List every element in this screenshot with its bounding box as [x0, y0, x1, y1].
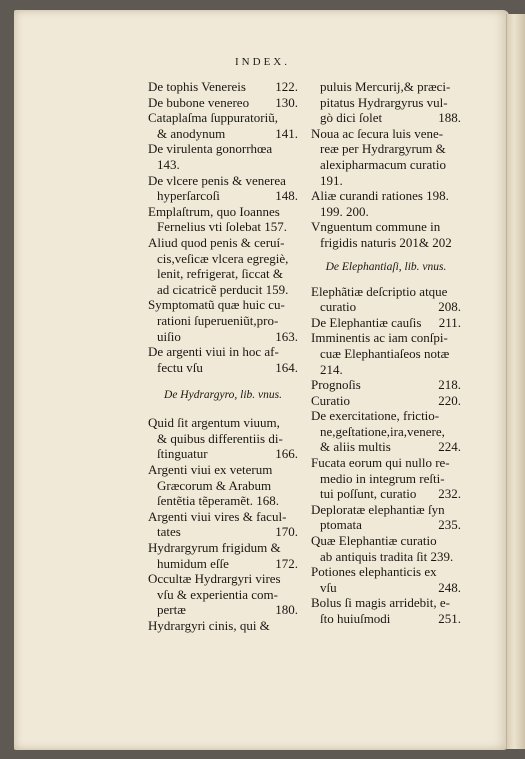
entry-page-number: 163.: [275, 328, 298, 344]
index-entry-line: [148, 282, 298, 298]
index-entry-line: [148, 446, 298, 462]
index-entry-line: [148, 219, 298, 235]
entry-text: alexipharmacum curatio: [320, 156, 446, 172]
index-entry-line: [311, 439, 461, 455]
entry-text: curatio: [320, 299, 357, 315]
entry-text: De exercitatione, frictio-: [311, 408, 440, 424]
entry-text: ſto huiuſmodi: [320, 611, 391, 626]
entry-text: De Elephantiæ cauſis: [311, 314, 422, 330]
index-entry-line: [311, 564, 461, 580]
entry-text: Prognoſis: [311, 377, 361, 393]
entry-text: & anodynum: [157, 125, 226, 141]
index-entry-line: [311, 188, 461, 204]
index-entry-line: [311, 408, 461, 424]
index-entry-line: [311, 141, 461, 157]
entry-page-number: 164.: [275, 359, 298, 375]
index-entry-line: [148, 329, 298, 345]
index-entry-line: [311, 284, 461, 300]
index-entry-line: [311, 95, 461, 111]
entry-text: & aliis multis: [320, 439, 391, 455]
entry-text: ſentẽtia tẽperamẽt. 168.: [157, 493, 280, 509]
index-entry-line: [148, 188, 298, 204]
index-entry-line: [311, 517, 461, 533]
index-entry-line: [311, 346, 461, 362]
entry-text: De bubone venereo: [148, 94, 250, 110]
index-entry-line: [148, 157, 298, 173]
index-entry-line: [148, 587, 298, 603]
index-entry-line: [311, 157, 461, 173]
entry-page-number: 170.: [275, 524, 298, 540]
index-entry-line: [311, 299, 461, 315]
entry-text: Elephãtiæ deſcriptio atque: [311, 283, 448, 299]
index-entry-line: [148, 141, 298, 157]
index-entry-line: [148, 618, 298, 634]
entry-text: Potiones elephanticis ex: [311, 564, 437, 580]
entry-text: ptomata: [320, 517, 362, 533]
entry-text: De tophis Venereis: [148, 79, 246, 94]
index-entry-line: [148, 235, 298, 251]
index-entry-line: [148, 204, 298, 220]
index-entry-line: [148, 509, 298, 525]
entry-page-number: 211.: [438, 314, 461, 330]
entry-text: Noua ac ſecura luis vene-: [311, 125, 444, 141]
entry-text: Occultæ Hydrargyri vires: [148, 571, 281, 587]
index-entry-line: [311, 173, 461, 189]
index-entry-line: [311, 424, 461, 440]
entry-page-number: 208.: [438, 299, 461, 315]
entry-page-number: 248.: [438, 579, 461, 595]
entry-text: reæ per Hydrargyrum &: [320, 141, 446, 157]
entry-text: medio in integrum reſti-: [320, 470, 445, 486]
section-heading: De Hydrargyro, lib. vnus.: [164, 389, 282, 402]
index-entry-line: [311, 595, 461, 611]
entry-text: cuæ Elephantiaſeos notæ: [320, 345, 450, 361]
entry-text: Aliæ curandi rationes 198.: [311, 188, 449, 204]
entry-text: pitatus Hydrargyrus vul-: [320, 94, 448, 110]
entry-text: Vnguentum commune in: [311, 219, 441, 235]
entry-page-number: 188.: [438, 110, 461, 126]
index-entry-line: [148, 493, 298, 509]
index-entry-line: [148, 431, 298, 447]
index-entry-line: [311, 471, 461, 487]
entry-text: fectu vſu: [157, 359, 203, 375]
entry-text: Fernelius vti ſolebat 157.: [157, 219, 287, 235]
index-entry-line: [148, 110, 298, 126]
index-entry-line: [148, 540, 298, 556]
index-entry-line: [311, 126, 461, 142]
entry-text: Quid ſit argentum viuum,: [148, 415, 280, 431]
entry-text: ad cicatricẽ perducit 159.: [157, 281, 289, 297]
entry-text: Symptomatũ quæ huic cu-: [148, 297, 285, 313]
index-entry-line: [148, 556, 298, 572]
entry-text: Fucata eorum qui nullo re-: [311, 455, 450, 471]
entry-text: hyperſarcoſi: [157, 188, 220, 204]
entry-text: pertæ: [157, 602, 186, 618]
entry-text: Imminentis ac iam conſpi-: [311, 330, 448, 346]
index-entry-line: [148, 360, 298, 376]
entry-text: gò dici ſolet: [320, 110, 383, 126]
entry-page-number: 141.: [275, 125, 298, 141]
entry-page-number: 224.: [438, 439, 461, 455]
entry-text: Curatio: [311, 392, 350, 408]
entry-text: puluis Mercurij,& præci-: [320, 79, 451, 94]
entry-text: Cataplaſma ſuppuratoriũ,: [148, 110, 278, 126]
index-entry-line: [311, 486, 461, 502]
entry-text: & quibus differentiis di-: [157, 430, 283, 446]
index-entry-line: [311, 362, 461, 378]
index-entry-line: [148, 344, 298, 360]
index-entry-line: [148, 462, 298, 478]
entry-text: Deploratæ elephantiæ ſyn: [311, 501, 445, 517]
entry-text: vſu: [320, 579, 337, 595]
entry-page-number: 232.: [438, 486, 461, 502]
page-stack-edge: [506, 14, 525, 749]
index-entry-line: [148, 266, 298, 282]
entry-page-number: 251.: [438, 611, 461, 626]
section-heading: De Elephantiaſi, lib. vnus.: [325, 260, 447, 273]
entry-page-number: 218.: [438, 377, 461, 393]
entry-text: humidum eſſe: [157, 555, 229, 571]
index-entry-line: [311, 502, 461, 518]
index-entry-line: [311, 235, 461, 251]
index-entry-line: [148, 126, 298, 142]
index-entry-line: [311, 315, 461, 331]
entry-text: vſu & experientia com-: [157, 586, 278, 602]
index-entry-line: [311, 549, 461, 565]
index-entry-line: [148, 478, 298, 494]
index-entry-line: [148, 79, 298, 95]
entry-text: Græcorum & Arabum: [157, 477, 272, 493]
entry-page-number: 220.: [438, 392, 461, 408]
entry-text: frigidis naturis 201& 202: [320, 234, 452, 250]
index-entry-line: [148, 415, 298, 431]
entry-page-number: 130.: [275, 94, 298, 110]
entry-page-number: 122.: [275, 79, 298, 94]
index-entry-line: [311, 330, 461, 346]
entry-text: Emplaſtrum, quo Ioannes: [148, 203, 280, 219]
index-entry-line: [148, 95, 298, 111]
entry-text: 191.: [320, 172, 343, 188]
entry-text: De virulenta gonorrhœa: [148, 141, 273, 157]
entry-text: lenit, refrigerat, ſiccat &: [157, 266, 283, 282]
index-entry-line: [311, 393, 461, 409]
index-entry-line: [148, 602, 298, 618]
index-entry-line: [311, 377, 461, 393]
entry-text: tui poſſunt, curatio: [320, 486, 417, 502]
entry-text: rationi ſuperueniũt,pro-: [157, 312, 279, 328]
entry-text: uiſio: [157, 328, 181, 344]
entry-text: cis,veſicæ vlcera egregiè,: [157, 250, 289, 266]
index-entry-line: [311, 533, 461, 549]
index-left-column: [148, 79, 298, 634]
entry-text: De vlcere penis & venerea: [148, 172, 286, 188]
index-entry-line: [311, 110, 461, 126]
index-entry-line: [311, 580, 461, 596]
entry-text: 143.: [157, 156, 180, 172]
index-entry-line: [311, 204, 461, 220]
index-entry-line: [148, 313, 298, 329]
entry-page-number: 166.: [275, 446, 298, 462]
entry-text: 214.: [320, 361, 343, 377]
entry-page-number: 148.: [275, 188, 298, 204]
entry-text: Aliud quod penis & ceruí-: [148, 234, 285, 250]
index-entry-line: [148, 251, 298, 267]
page-header: INDEX.: [235, 56, 290, 68]
entry-text: Quæ Elephantiæ curatio: [311, 533, 437, 549]
entry-text: De argenti viui in hoc af-: [148, 344, 279, 360]
entry-page-number: 180.: [275, 602, 298, 618]
index-entry-line: [311, 79, 461, 95]
entry-text: Argenti viui vires & facul-: [148, 508, 287, 524]
entry-text: ab antiquis tradita ſit 239.: [320, 548, 454, 564]
entry-page-number: 235.: [438, 517, 461, 533]
entry-text: Bolus ſi magis arridebit, e-: [311, 595, 451, 611]
index-entry-line: [311, 219, 461, 235]
index-entry-line: [148, 297, 298, 313]
index-entry-line: [148, 571, 298, 587]
entry-text: ne,geſtatione,ira,venere,: [320, 423, 445, 439]
entry-text: 199. 200.: [320, 203, 369, 219]
entry-text: tates: [157, 524, 181, 540]
entry-text: ſtinguatur: [157, 446, 208, 462]
index-right-column: [311, 79, 461, 627]
entry-text: Hydrargyrum frigidum &: [148, 540, 281, 556]
entry-page-number: 172.: [275, 555, 298, 571]
index-entry-line: [148, 173, 298, 189]
index-entry-line: [311, 455, 461, 471]
index-entry-line: [148, 524, 298, 540]
entry-text: Hydrargyri cinis, qui &: [148, 618, 270, 633]
index-entry-line: [311, 611, 461, 627]
entry-text: Argenti viui ex veterum: [148, 462, 273, 478]
